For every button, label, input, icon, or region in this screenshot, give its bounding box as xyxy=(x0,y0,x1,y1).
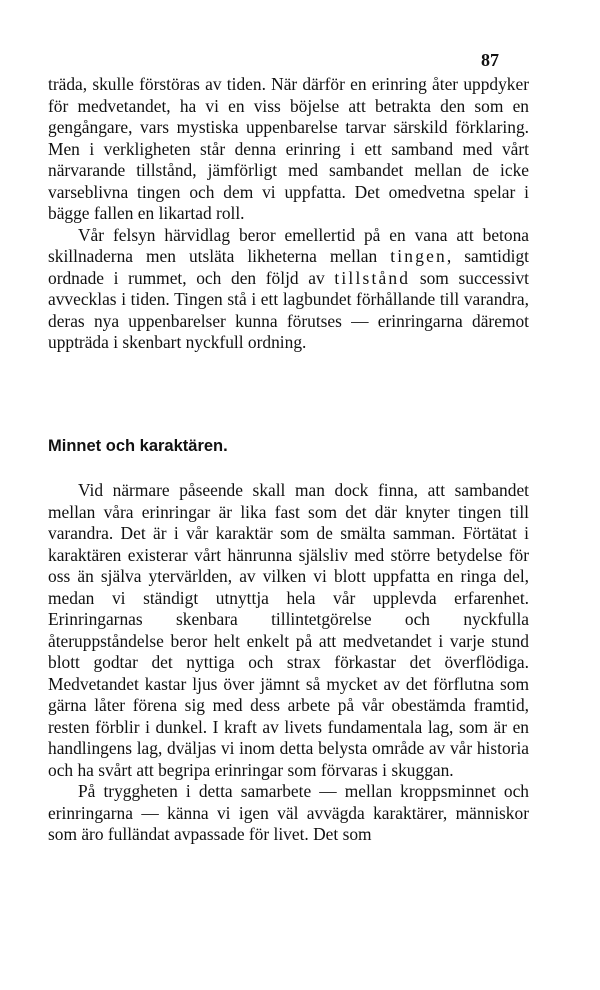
page-number: 87 xyxy=(481,50,499,70)
section-2-text xyxy=(48,480,529,846)
section-1-text xyxy=(48,74,529,354)
spaced-emphasis-tillstand: tillstånd xyxy=(334,267,411,288)
spaced-emphasis-tingen: tingen xyxy=(390,246,447,266)
paragraph-text: Vår felsyn härvidlag beror emellertid på en vana att betona skillnaderna men utsläta likheterna mellan xyxy=(48,224,529,266)
paragraph-tryggheten: På tryggheten i detta samarbete — mellan kroppsminnet och erinringarna — känna vi igen väl avvägda karaktärer, människor som äro fulländat avpassade för livet. Det som xyxy=(48,781,529,844)
section-heading: Minnet och karaktären. xyxy=(48,437,228,455)
paragraph-text: , samtidigt ordnade i rummet, och den följd av xyxy=(48,246,529,288)
paragraph-minnet: Vid närmare påseende skall man dock finna, att sambandet mellan våra erinringar är lika fast som det där knyter tingen till varandra. Det är i vår karaktär som de smälta samman. Förtätat i karaktären existerar vårt hänrunna själsliv med större betydelse för oss än själva ytervärlden, av vilken vi blott uppfatta en ringa del, medan vi ständigt utnyttja hela vår upplevda erfarenhet. Erinringarnas skenbara tillintetgörelse och nyckfulla återuppståndelse beror helt enkelt på att medvetandet i varje stund blott godtar det nyttiga och strax förkastar det överflödiga. Medvetandet kastar ljus över jämnt så mycket av det förflutna som gärna låter förena sig med dess arbete på vår obestämda framtid, resten förblir i dunkel. I kraft av livets fundamentala lag, som är en handlingens lag, dväljas vi inom detta belysta område av vår historia och ha svårt att begripa erinringar som förvaras i skuggan. xyxy=(48,480,529,780)
paragraph-continued: träda, skulle förstöras av tiden. När därför en erinring åter uppdyker för medvetandet, ha vi en viss böjelse att betrakta den som en gengångare, vars mystiska uppenbarelse tarvar särskild förklaring. Men i verkligheten står denna erinring i ett samband med vårt närvarande tillstånd, jämförligt med sambandet mellan de icke varseblivna tingen och dem vi uppfatta. Det omedvetna spelar i bägge fallen en likartad roll. xyxy=(48,74,529,223)
paragraph-text: som successivt avvecklas i tiden. Tingen stå i ett lagbundet förhållande till varandra, deras nya uppenbarelser kunna förutses — erinringarna däremot uppträda i skenbart nyckfull ordning. xyxy=(48,267,529,352)
paragraph-felsyn xyxy=(48,225,529,354)
